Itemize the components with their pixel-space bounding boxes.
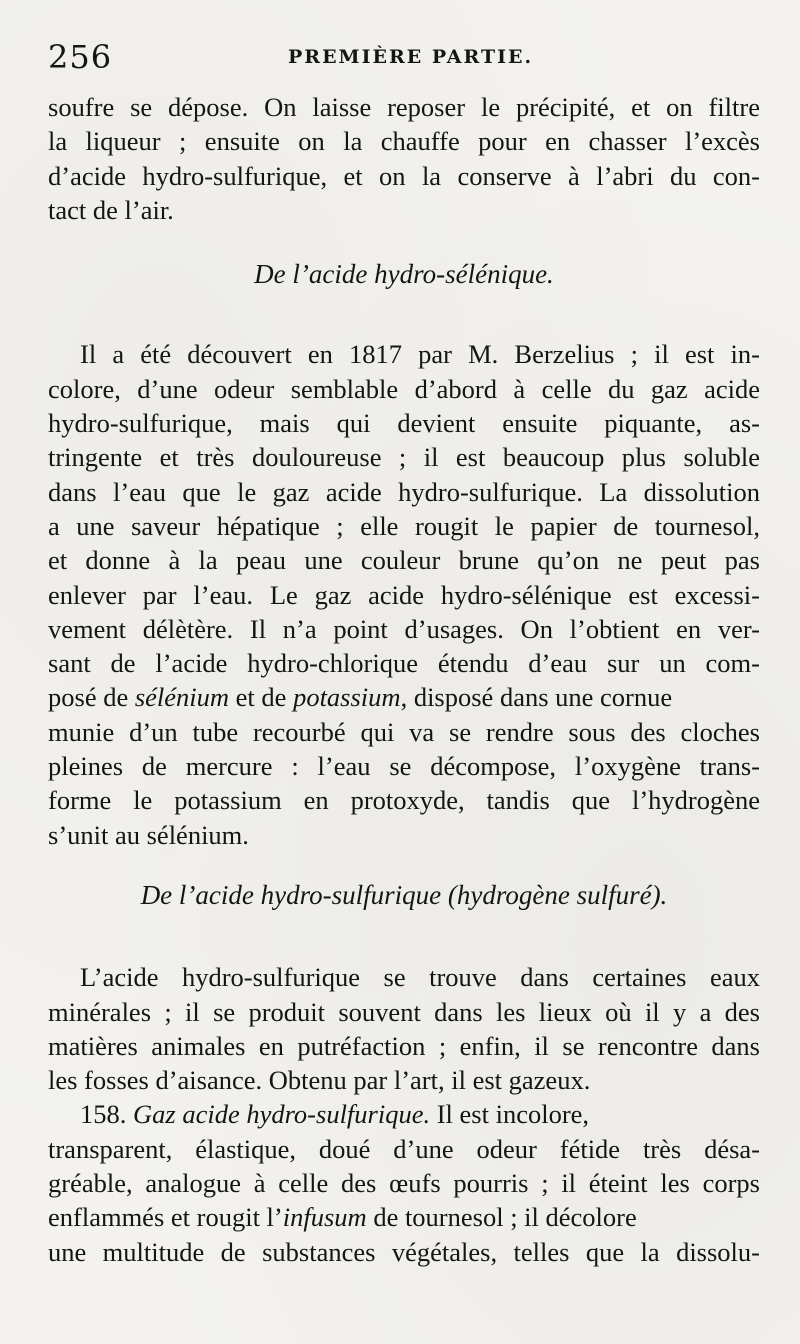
text-line: hydro-sulfurique, mais qui devient ensuite piquante, as- — [48, 408, 760, 439]
text-line: transparent, élastique, doué d’une odeur fétide très désa- — [48, 1133, 760, 1164]
text-line: les fosses d’aisance. Obtenu par l’art, il est gazeux. — [48, 1065, 591, 1096]
text-line: une multitude de substances végétales, telles que la dissolu- — [48, 1236, 760, 1267]
italic-term-infusum: infusum — [282, 1202, 367, 1233]
text-line: forme le potassium en protoxyde, tandis que l’hydrogène — [48, 785, 760, 816]
text-fragment: posé de — [48, 682, 135, 713]
text-fragment: enflammés et rougit l’ — [48, 1202, 283, 1233]
text-line: pleines de mercure : l’eau se décompose, l’oxygène trans- — [48, 751, 760, 782]
text-line: L’acide hydro-sulfurique se trouve dans certaines eaux — [80, 962, 760, 993]
text-line: soufre se dépose. On laisse reposer le précipité, et on filtre — [48, 92, 760, 122]
text-fragment: de tournesol ; il décolore — [366, 1202, 637, 1233]
italic-term-gaz-acide: Gaz acide hydro-sulfurique. — [133, 1099, 431, 1130]
section-heading-hydro-selenique: De l’acide hydro-sélénique. — [254, 259, 554, 290]
section-heading-hydro-sulfurique: De l’acide hydro-sulfurique (hydrogène sulfuré). — [140, 879, 668, 910]
text-line: d’acide hydro-sulfurique, et on la conserve à l’abri du con- — [48, 160, 760, 191]
text-line-mixed — [48, 1097, 760, 1131]
running-head: PREMIÈRE PARTIE. — [288, 46, 534, 68]
section-number: 158. — [80, 1099, 133, 1130]
text-line: vement délètère. Il n’a point d’usages. On l’obtient en ver- — [48, 613, 760, 644]
text-line: gréable, analogue à celle des œufs pourris ; il éteint les corps — [48, 1168, 760, 1199]
text-line: s’unit au sélénium. — [48, 819, 249, 850]
text-line: sant de l’acide hydro-chlorique étendu d’eau sur un com- — [48, 648, 760, 679]
text-fragment: , disposé dans une cornue — [400, 682, 673, 713]
paragraph-4 — [48, 1097, 760, 1268]
text-line: munie d’un tube recourbé qui va se rendre sous des cloches — [48, 716, 760, 747]
italic-term-potassium: potassium — [293, 682, 401, 713]
text-line: colore, d’une odeur semblable d’abord à celle du gaz acide — [48, 373, 760, 404]
page-header — [48, 38, 760, 90]
page-number: 256 — [48, 38, 113, 76]
text-fragment: Il est incolore, — [430, 1099, 590, 1130]
text-line: enlever par l’eau. Le gaz acide hydro-sélénique est excessi- — [48, 579, 760, 610]
text-line: et donne à la peau une couleur brune qu’on ne peut pas — [48, 545, 760, 576]
text-line: tringente et très douloureuse ; il est beaucoup plus soluble — [48, 442, 760, 473]
text-fragment: et de — [229, 682, 294, 713]
body-text — [48, 90, 760, 1269]
text-line: dans l’eau que le gaz acide hydro-sulfurique. La dissolution — [48, 476, 760, 507]
text-line-mixed — [48, 1200, 760, 1234]
text-line: minérales ; il se produit souvent dans les lieux où il y a des — [48, 996, 760, 1027]
text-line: Il a été découvert en 1817 par M. Berzelius ; il est in- — [80, 339, 760, 370]
paragraph-1 — [48, 90, 760, 227]
italic-term-selenium: sélénium — [134, 682, 230, 713]
text-line: la liqueur ; ensuite on la chauffe pour en chasser l’excès — [48, 126, 760, 157]
text-line: tact de l’air. — [48, 194, 174, 225]
paragraph-3 — [48, 960, 760, 1097]
text-line-mixed — [48, 680, 760, 714]
text-line: a une saveur hépatique ; elle rougit le papier de tournesol, — [48, 510, 760, 541]
text-line: matières animales en putréfaction ; enfin, il se rencontre dans — [48, 1030, 760, 1061]
paragraph-2 — [48, 337, 760, 851]
